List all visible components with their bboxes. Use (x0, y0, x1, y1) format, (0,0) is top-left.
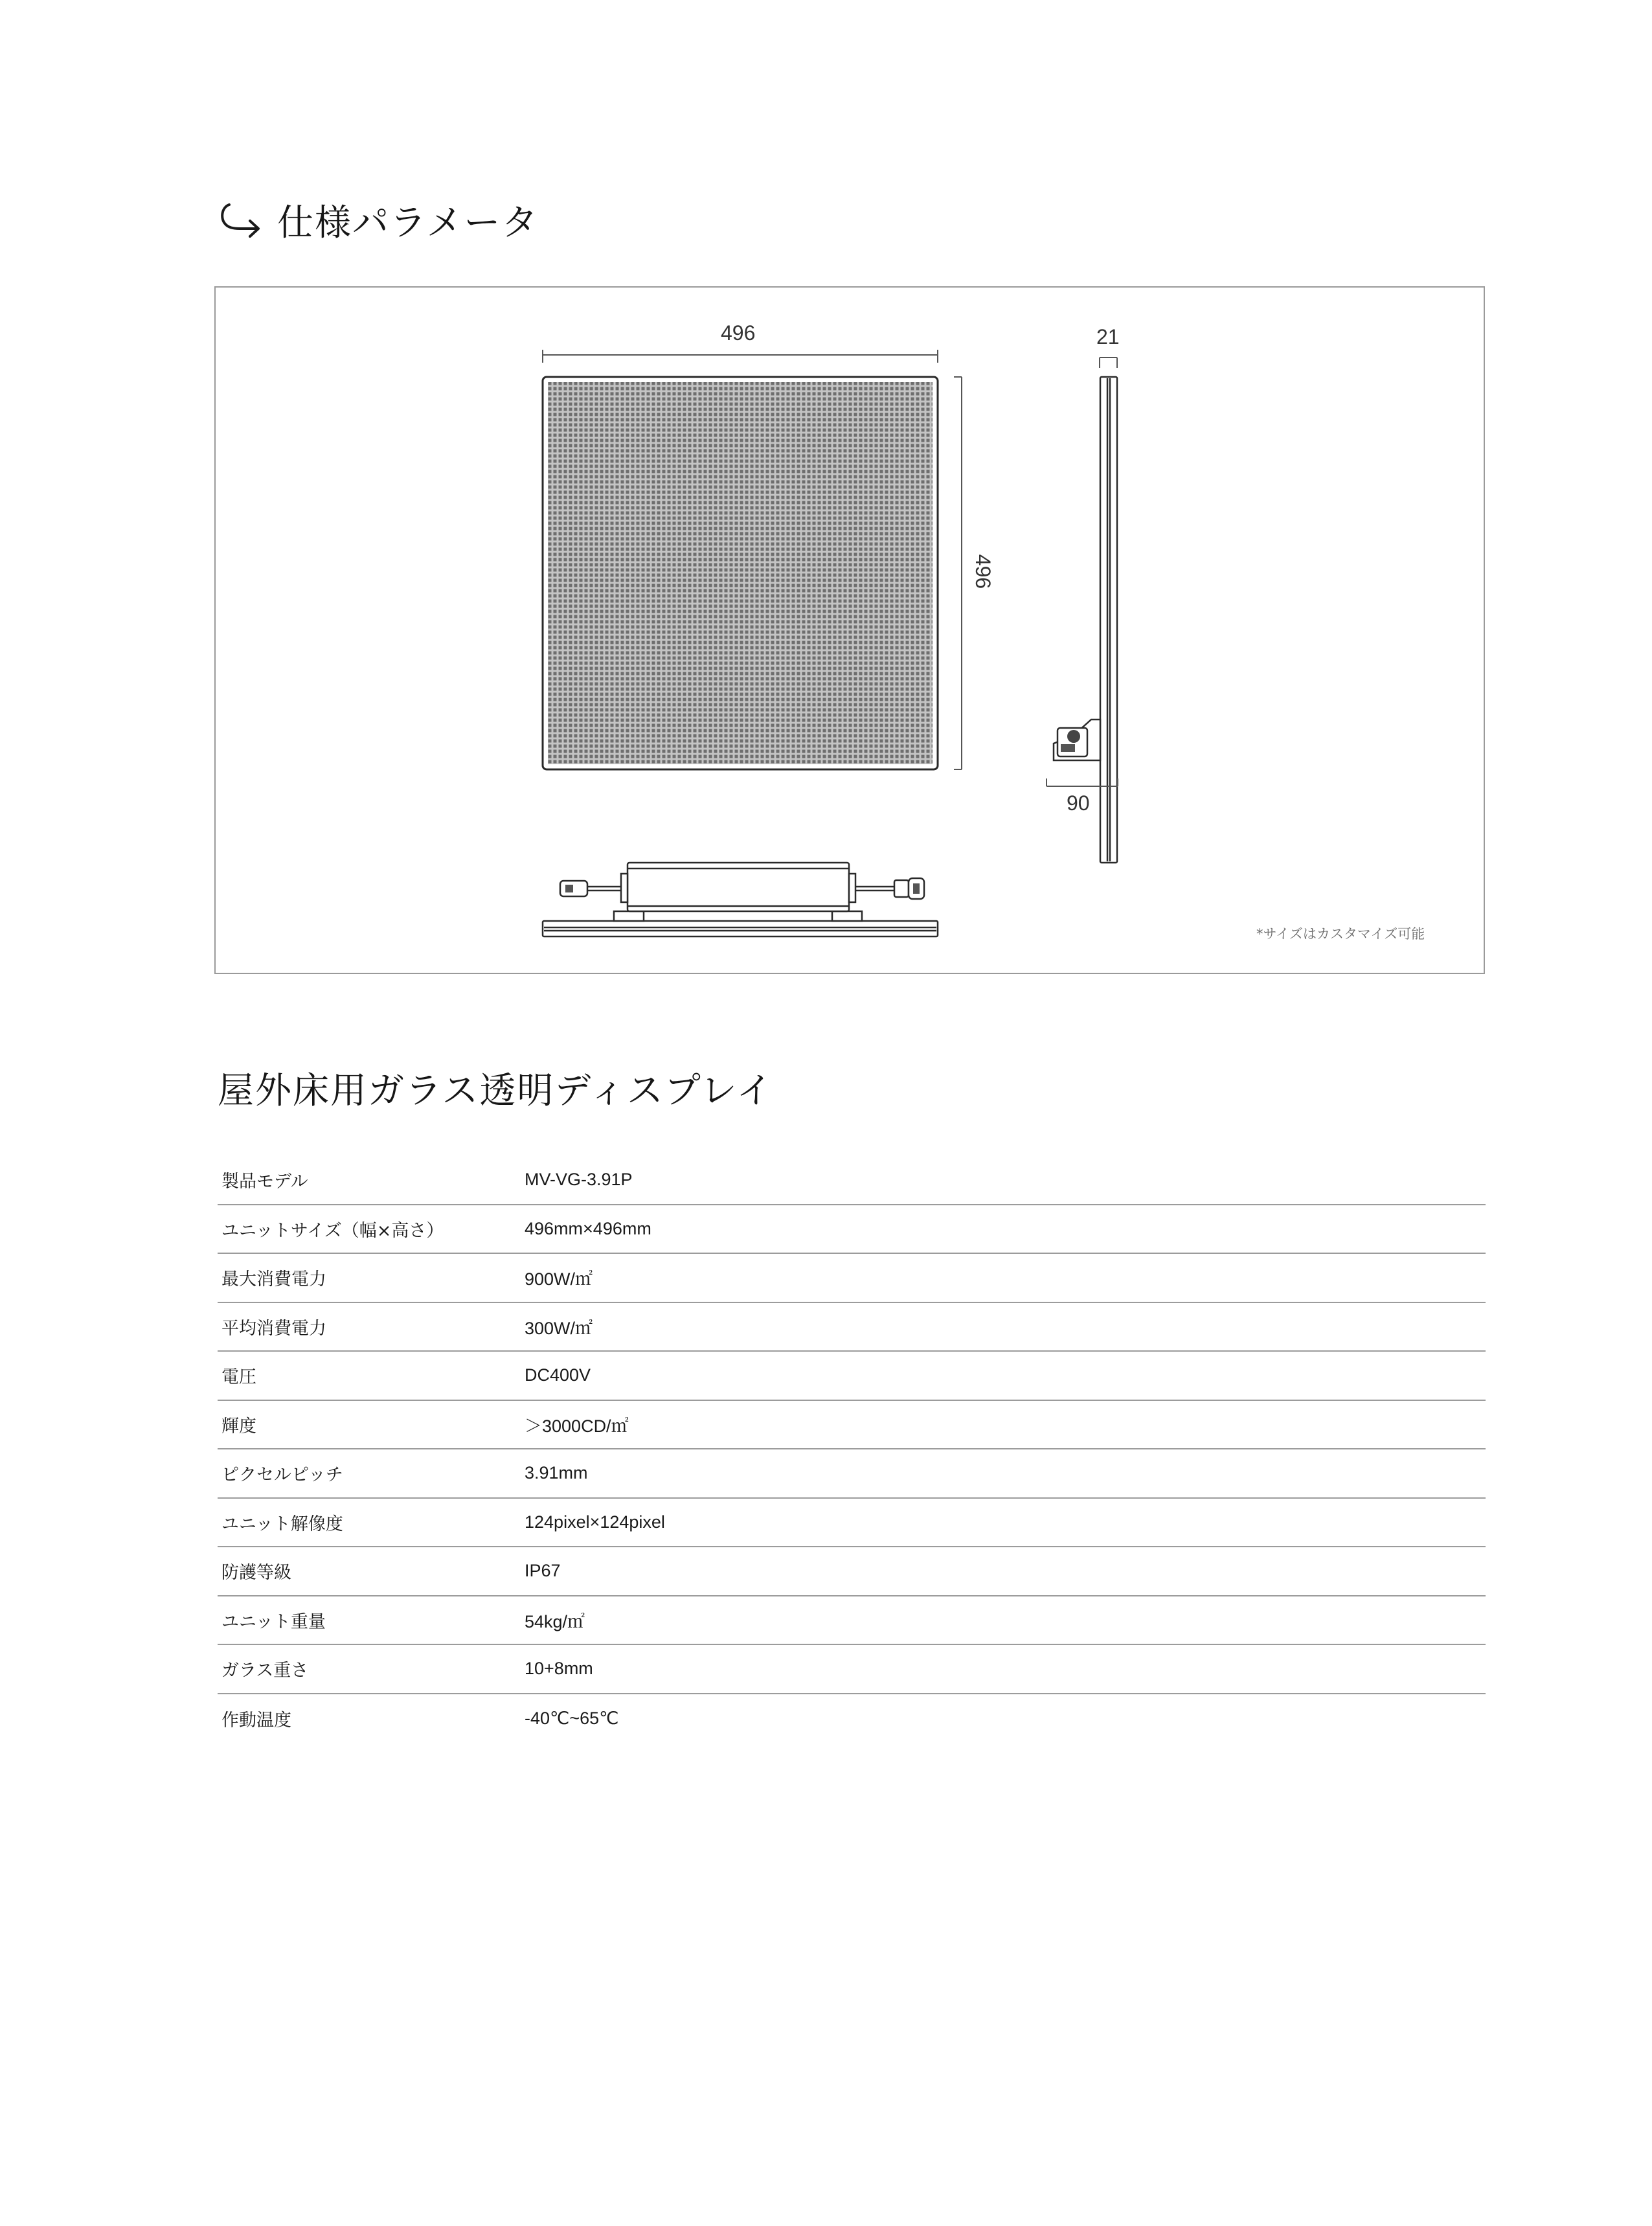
side-panel-view (1054, 377, 1117, 863)
spec-label: ユニット解像度 (221, 1514, 343, 1534)
spec-table (218, 1156, 1486, 1743)
spec-row (218, 1352, 1486, 1401)
spec-label: ピクセルピッチ (221, 1465, 343, 1486)
front-width-dimension (543, 350, 938, 363)
side-depth-dimension (1100, 358, 1117, 368)
front-height-dimension (954, 377, 962, 769)
front-height-label: 496 (971, 554, 995, 589)
front-width-label: 496 (721, 321, 756, 345)
spec-label: ユニット重量 (221, 1611, 326, 1632)
spec-row (218, 1596, 1486, 1646)
spec-value: 300W/㎡ (525, 1318, 593, 1338)
spec-value: 3.91mm (525, 1463, 588, 1483)
spec-value: MV-VG-3.91P (525, 1170, 633, 1190)
spec-value: 124pixel×124pixel (525, 1512, 665, 1532)
spec-value: 10+8mm (525, 1659, 593, 1679)
spec-value: DC400V (525, 1365, 591, 1385)
spec-value: 900W/㎡ (525, 1269, 593, 1289)
dimension-diagram (214, 286, 1485, 974)
spec-row (218, 1254, 1486, 1303)
spec-label: ユニットサイズ（幅×高さ） (221, 1220, 444, 1241)
section-header (218, 194, 539, 246)
spec-row (218, 1205, 1486, 1255)
return-arrow-icon (218, 201, 263, 240)
spec-label: 平均消費電力 (221, 1318, 326, 1339)
spec-label: ガラス重さ (221, 1661, 309, 1681)
spec-label: 防護等級 (221, 1563, 291, 1584)
spec-label: 製品モデル (221, 1172, 308, 1192)
side-base-label: 90 (1067, 791, 1090, 815)
spec-label: 輝度 (221, 1416, 256, 1437)
spec-value: 496mm×496mm (525, 1218, 651, 1238)
spec-row (218, 1547, 1486, 1596)
spec-row (218, 1401, 1486, 1450)
spec-value: IP67 (525, 1561, 561, 1581)
front-panel-view (543, 377, 938, 769)
spec-label: 最大消費電力 (221, 1269, 326, 1290)
size-note: *サイズはカスタマイズ可能 (1256, 926, 1425, 942)
product-title: 屋外床用ガラス透明ディスプレイ (218, 1070, 774, 1112)
side-depth-label: 21 (1096, 325, 1120, 348)
spec-row (218, 1499, 1486, 1548)
spec-row (218, 1449, 1486, 1499)
spec-row (218, 1303, 1486, 1352)
spec-row (218, 1645, 1486, 1694)
spec-value: -40℃~65℃ (525, 1708, 619, 1728)
technical-drawing (216, 288, 1486, 975)
spec-row (218, 1694, 1486, 1743)
spec-value: ＞3000CD/㎡ (525, 1416, 629, 1436)
bottom-panel-view (543, 863, 938, 937)
section-title: 仕様パラメータ (277, 202, 539, 244)
spec-row (218, 1156, 1486, 1205)
spec-value: 54kg/㎡ (525, 1611, 585, 1631)
spec-label: 電圧 (221, 1367, 256, 1388)
spec-label: 作動温度 (221, 1710, 291, 1731)
